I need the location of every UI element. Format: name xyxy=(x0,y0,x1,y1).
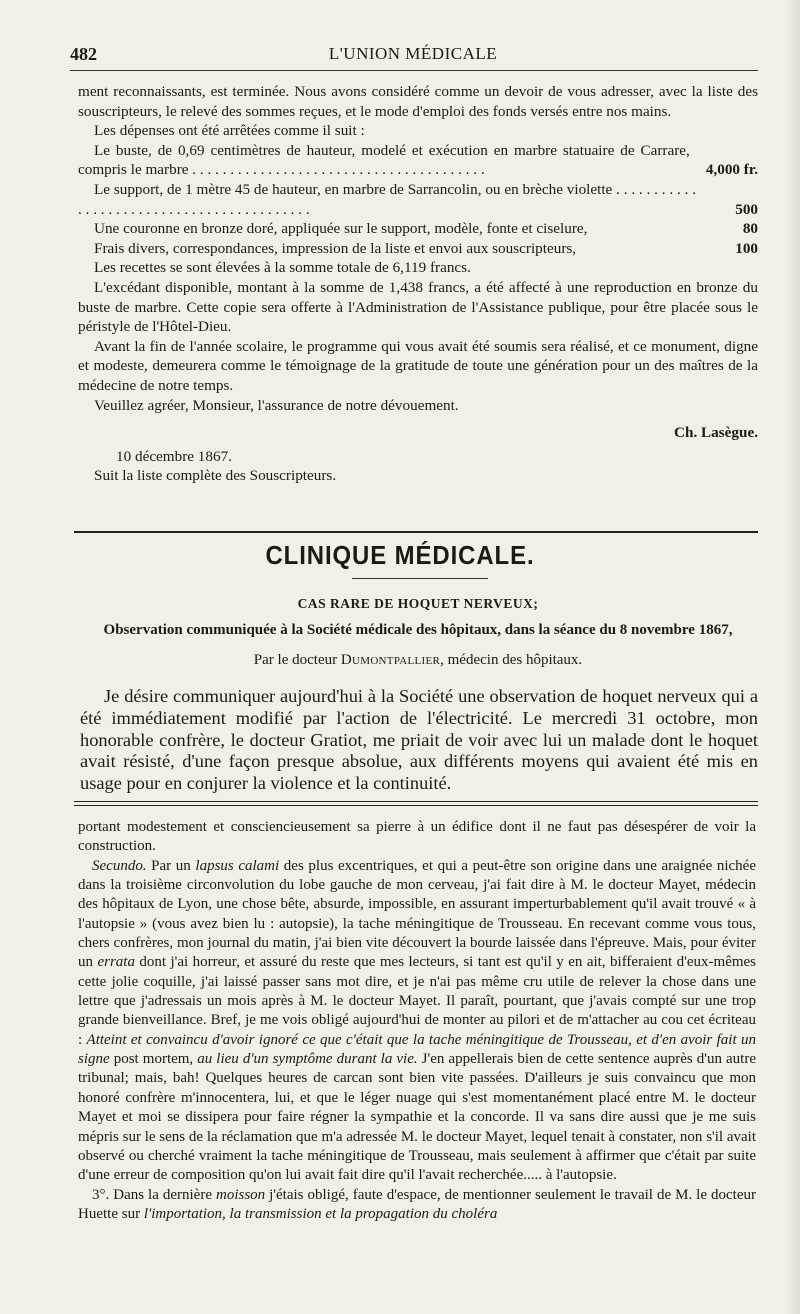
page-number: 482 xyxy=(70,44,97,64)
text-run: J'en appellerais bien de cette sentence auprès d'un autre tribunal; mais, bah! Quelques heures de carcan sont bien vite passées. D'ailleurs je suis convaincu que mon honoré confrère m'innocentera, lui, et que le léger nuage qui s'est momentanément placé entre M. le docteur Mayet et moi se dissipera pour faire régner la sympathie et la concorde. Il va sans dire aussi que je me suis mépris sur le sens de la réclamation que m'a adressée M. le docteur Mayet, lequel tenait à constater, non s'il avait observé ou cherché vraiment la tache méningitique de Trousseau, mais seulement à affirmer que c'était par suite d'une erreur de composition qu'on lui avait fait dire qu'il l'avait recherchée..... à l'autopsie. xyxy=(78,1051,756,1184)
expense-row xyxy=(78,180,758,219)
expense-amount: 80 xyxy=(742,220,758,238)
expense-desc: Le support, de 1 mètre 45 de hauteur, en marbre de Sarrancolin, ou en brèche violette . . . . . . . . . . . . . . . . . . . . . . . . . . . . . . . . . . . . . . . . . . xyxy=(78,180,696,218)
expense-amount: 4,000 fr. xyxy=(705,161,758,179)
letter-paragraph: Les dépenses ont été arrêtées comme il suit : xyxy=(94,122,365,140)
signature-line xyxy=(78,423,758,443)
italic-run: l'importation, la transmission et la propagation du choléra xyxy=(143,1205,498,1222)
header-rule xyxy=(70,70,758,71)
signature: Ch. Lasègue. xyxy=(674,424,758,442)
italic-run: moisson xyxy=(215,1186,266,1203)
journal-title: L'UNION MÉDICALE xyxy=(328,44,498,63)
italic-run: errata xyxy=(97,954,135,971)
subscription-letter xyxy=(78,82,758,486)
feuilleton-paragraph: portant modestement et consciencieusement sa pierre à un édifice dont il ne faut pas désespérer de voir la construction. xyxy=(78,819,756,855)
expense-amount: 500 xyxy=(735,200,758,218)
author-name: Dumontpallier xyxy=(340,652,441,668)
section-title-underline xyxy=(352,578,488,579)
expense-row xyxy=(78,219,758,239)
feuilleton-rule-top xyxy=(74,801,758,802)
letter-paragraph: Veuillez agréer, Monsieur, l'assurance de notre dévouement. xyxy=(94,396,459,414)
secundo-label: Secundo. xyxy=(92,857,147,874)
letter-paragraph: L'excédant disponible, montant à la somme de 1,438 francs, a été affecté à une reproduction en bronze du buste de marbre. Cette copie sera offerte à l'Administration de l'Assistance publique, pour être placée sous le péristyle de l'Hôtel-Dieu. xyxy=(78,278,758,336)
expense-amount: 100 xyxy=(735,239,758,257)
italic-run: au lieu d'un symptôme durant la vie. xyxy=(197,1051,418,1068)
tertio-label: 3°. xyxy=(92,1186,110,1203)
expense-row xyxy=(78,239,758,259)
text-run: post mortem, xyxy=(109,1051,198,1068)
italic-run: Atteint et convaincu d'avoir ignoré ce que c'était que la tache méningitique de Trousseau, et d'en avoir fait un signe xyxy=(78,1031,756,1068)
letter-date: 10 décembre 1867. xyxy=(116,447,232,465)
section-rule xyxy=(74,531,758,533)
page-edge-shadow xyxy=(786,0,800,1314)
feuilleton-paragraph-tertio xyxy=(78,1186,756,1225)
observation-line: Observation communiquée à la Société médicale des hôpitaux, dans la séance du 8 novembre 1867, xyxy=(103,622,733,638)
text-run: des plus excentriques, et qui a peut-être son origine dans une araignée nichée dans la troisième circonvolution du lobe gauche de mon cerveau, j'ai fait dire à M. le docteur Mayet, médecin des hôpitaux de Lyon, une chose bête, absurde, impossible, en assurant imperturbablement qu'il avait trouvé « à l'autopsie » (vous avez bien lu : autopsie), la tache méningitique de Trousseau. En recevant comme vous tous, chers confrères, mon journal du matin, j'ai bien vite découvert la bourde laissée dans l'épreuve. Mais, pour éviter un xyxy=(78,857,756,971)
feuilleton-paragraph-secundo xyxy=(78,857,756,1186)
section-title: CLINIQUE MÉDICALE. xyxy=(265,540,535,570)
italic-run: lapsus calami xyxy=(195,857,280,874)
expense-desc: Une couronne en bronze doré, appliquée sur le support, modèle, fonte et ciselure, xyxy=(94,220,588,238)
case-title: CAS RARE DE HOQUET NERVEUX; xyxy=(297,596,539,611)
letter-paragraph: ment reconnaissants, est terminée. Nous avons considéré comme un devoir de vous adresser, avec la liste des souscripteurs, le relevé des sommes reçues, et le mode d'emploi des fonds versés entre nos mains. xyxy=(78,83,758,120)
letter-paragraph: Avant la fin de l'année scolaire, le programme qui vous avait été soumis sera réalisé, et ce monument, digne et modeste, demeurera comme le témoignage de la gratitude de toute une génération pour un des maîtres de la médecine de notre temps. xyxy=(78,337,758,394)
author-prefix: Par le docteur xyxy=(253,652,338,668)
feuilleton-column xyxy=(78,818,756,1224)
expense-desc: Frais divers, correspondances, impression de la liste et envoi aux souscripteurs, xyxy=(94,239,577,257)
text-run: j'étais obligé, faute d'espace, de mentionner seulement le travail de M. le docteur Huette sur xyxy=(78,1186,756,1222)
expense-row xyxy=(78,141,758,180)
clinical-body-text: Je désire communiquer aujourd'hui à la Société une observation de hoquet nerveux qui a été immédiatement modifié par l'action de l'électricité. Le mercredi 31 octobre, mon honorable confrère, le docteur Gratiot, me priait de voir avec lui un malade dont le hoquet avait résisté, d'une façon presque absolue, aux différents moyens qui avaient été mis en usage pour en conjurer la violence et la continuité. xyxy=(80,686,758,794)
letter-paragraph: Les recettes se sont élevées à la somme totale de 6,119 francs. xyxy=(94,259,471,277)
subscriber-list-note: Suit la liste complète des Souscripteurs. xyxy=(94,467,337,485)
author-line xyxy=(78,652,758,669)
text-run: Par un xyxy=(146,857,196,874)
text-run: Dans la dernière xyxy=(109,1186,216,1203)
author-suffix: , médecin des hôpitaux. xyxy=(440,652,583,668)
text-run: dont j'ai horreur, et assuré du reste que mes lecteurs, si tant est qu'il y en ait, bifferaient d'eux-mêmes cette jolie coquille, j'ai laissé passer sans mot dire, et je n'ai pas même cru utile de relever la chose dans une lettre que j'adressais un mois après à M. le docteur Mayet. Il paraît, pourtant, que j'avais compté sur une trop grande bienveillance. Bref, je me vois obligé aujourd'hui de monter au pilori et de m'attacher au cou cet écriteau : xyxy=(78,954,757,1048)
expense-desc: Le buste, de 0,69 centimètres de hauteur, modelé et exécution en marbre statuaire de Carrare, compris le marbre . . . . . . . . . . . . . . . . . . . . . . . . . . . . . . . . . . . . . . . xyxy=(78,141,690,179)
feuilleton-rule-bottom xyxy=(74,805,758,806)
